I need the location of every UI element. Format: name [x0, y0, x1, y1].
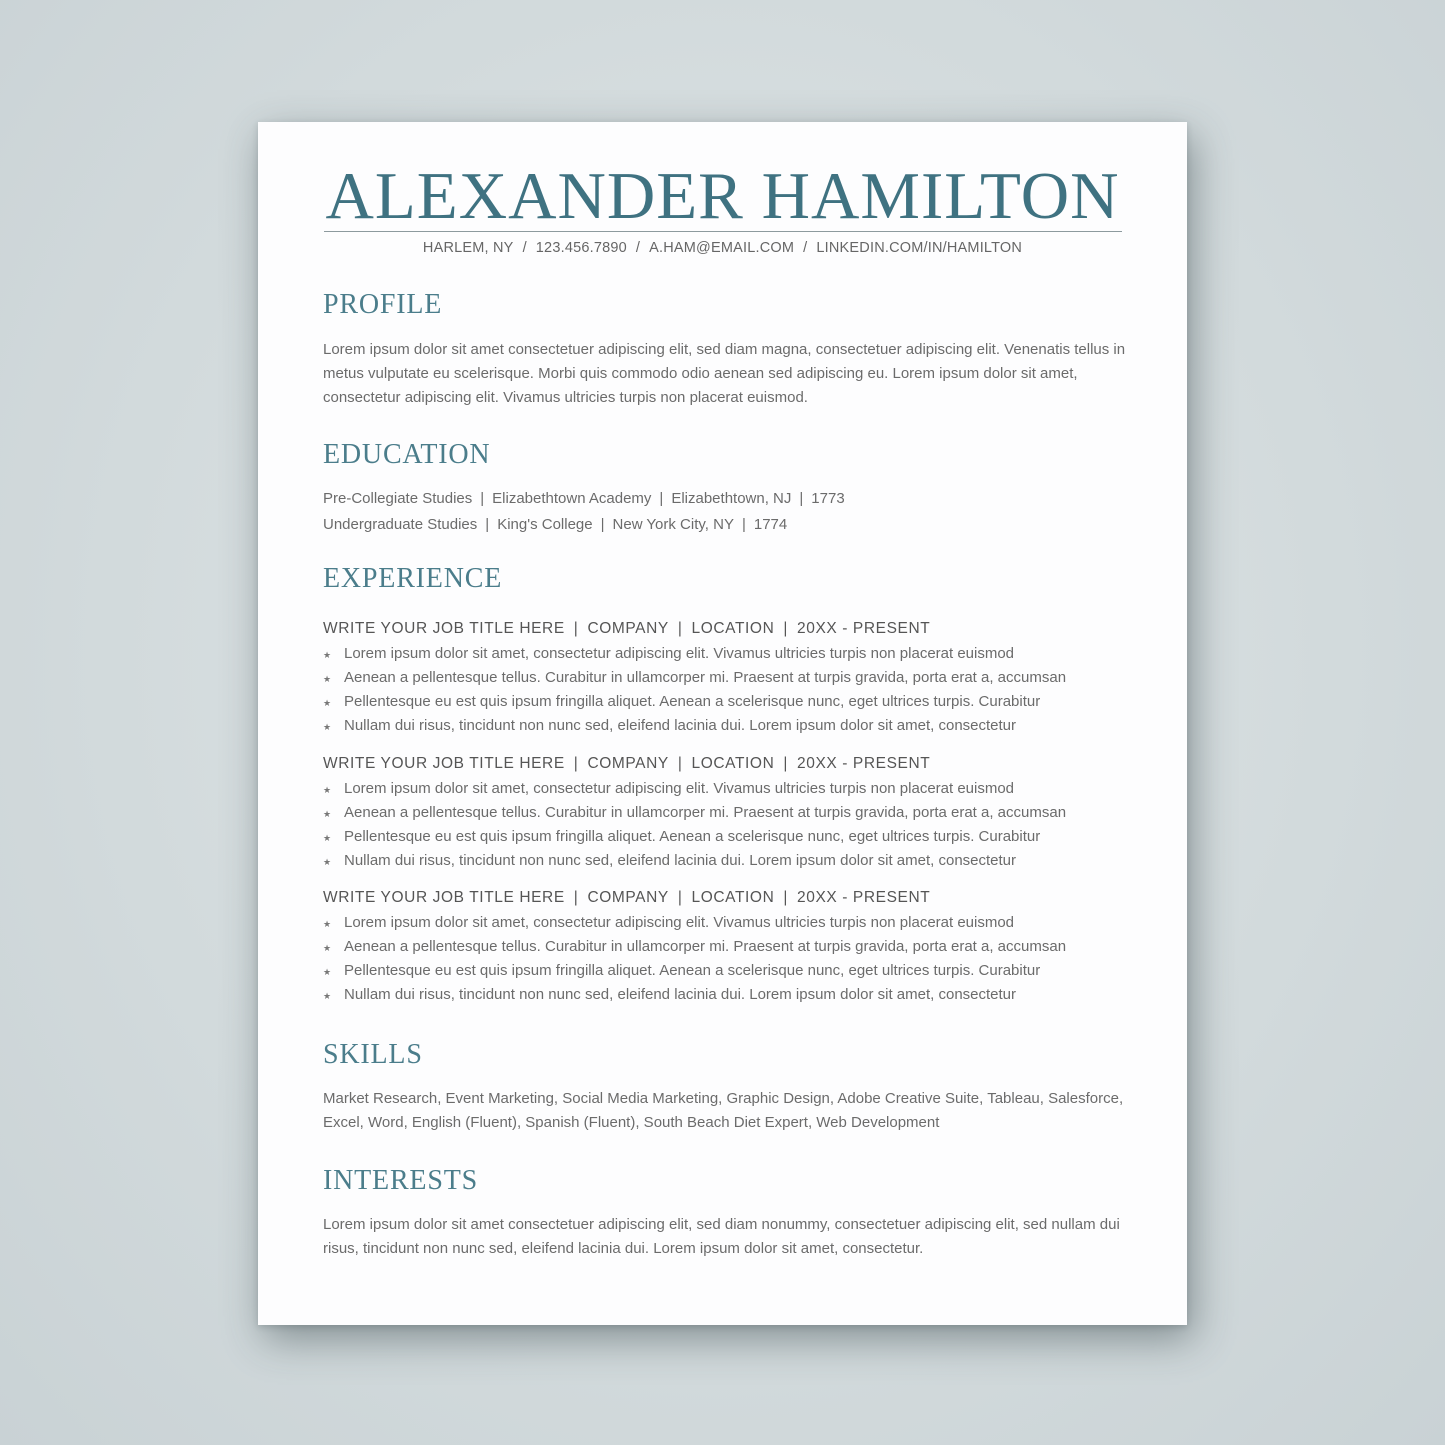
contact-separator: /	[803, 240, 808, 256]
star-bullet-icon: ★	[323, 991, 332, 1001]
job-bullet-text: Nullam dui risus, tincidunt non nunc sed, eleifend lacinia dui. Lorem ipsum dolor sit amet, consectetur	[344, 852, 1017, 869]
resume-name: ALEXANDER HAMILTON	[325, 159, 1120, 233]
pipe-separator: |	[573, 889, 579, 906]
resume-page	[258, 122, 1187, 1325]
pipe-separator: |	[799, 490, 804, 507]
education-entry	[323, 514, 787, 536]
job-bullet	[323, 690, 1143, 714]
job-bullet-list	[323, 777, 1143, 873]
pipe-separator: |	[783, 620, 789, 637]
contact-phone: 123.456.7890	[535, 240, 627, 256]
job-bullet	[323, 714, 1143, 738]
job-bullet-text: Aenean a pellentesque tellus. Curabitur in ullamcorper mi. Praesent at turpis gravida, porta erat a, accumsan	[344, 938, 1067, 955]
job-bullet-text: Lorem ipsum dolor sit amet, consectetur adipiscing elit. Vivamus ultricies turpis non placerat euismod	[344, 780, 1015, 797]
pipe-separator: |	[783, 889, 789, 906]
pipe-separator: |	[485, 516, 490, 533]
job-company: COMPANY	[587, 889, 669, 906]
experience-entry	[323, 887, 1143, 1007]
education-year: 1773	[811, 490, 845, 507]
job-header	[323, 753, 1143, 777]
job-bullet	[323, 777, 1143, 801]
job-bullet-text: Pellentesque eu est quis ipsum fringilla aliquet. Aenean a scelerisque nunc, eget ultrices turpis. Curabitur	[344, 693, 1041, 710]
education-program: Pre-Collegiate Studies	[323, 490, 473, 507]
job-title: WRITE YOUR JOB TITLE HERE	[323, 620, 565, 637]
job-bullet-list	[323, 642, 1143, 738]
section-title-education: EDUCATION	[323, 439, 491, 470]
job-title: WRITE YOUR JOB TITLE HERE	[323, 889, 565, 906]
job-bullet-text: Nullam dui risus, tincidunt non nunc sed, eleifend lacinia dui. Lorem ipsum dolor sit amet, consectetur	[344, 717, 1017, 734]
section-title-profile: PROFILE	[323, 289, 443, 320]
job-bullet-list	[323, 911, 1143, 1007]
contact-email: A.HAM@EMAIL.COM	[649, 240, 795, 256]
contact-separator: /	[522, 240, 527, 256]
pipe-separator: |	[741, 516, 746, 533]
pipe-separator: |	[573, 755, 579, 772]
education-place: Elizabethtown, NJ	[671, 490, 792, 507]
job-bullet-text: Aenean a pellentesque tellus. Curabitur in ullamcorper mi. Praesent at turpis gravida, porta erat a, accumsan	[344, 804, 1067, 821]
job-bullet-text: Lorem ipsum dolor sit amet, consectetur adipiscing elit. Vivamus ultricies turpis non placerat euismod	[344, 914, 1015, 931]
job-bullet	[323, 825, 1143, 849]
star-bullet-icon: ★	[323, 833, 332, 843]
pipe-separator: |	[480, 490, 485, 507]
job-dates: 20XX - PRESENT	[797, 889, 931, 906]
contact-line	[258, 240, 1187, 256]
section-title-skills: SKILLS	[323, 1039, 423, 1070]
job-bullet	[323, 666, 1143, 690]
job-bullet	[323, 801, 1143, 825]
education-program: Undergraduate Studies	[323, 516, 478, 533]
star-bullet-icon: ★	[323, 698, 332, 708]
skills-text: Market Research, Event Marketing, Social Media Marketing, Graphic Design, Adobe Creative Suite, Tableau, Salesforce, Excel, Word, English (Fluent), Spanish (Fluent), South Beach Diet Expert, Web Development	[323, 1090, 1124, 1131]
job-header	[323, 618, 1143, 642]
pipe-separator: |	[677, 755, 683, 772]
pipe-separator: |	[600, 516, 605, 533]
star-bullet-icon: ★	[323, 650, 332, 660]
education-entry	[323, 488, 845, 510]
star-bullet-icon: ★	[323, 722, 332, 732]
star-bullet-icon: ★	[323, 674, 332, 684]
contact-separator: /	[635, 240, 641, 256]
experience-entry	[323, 618, 1143, 738]
education-year: 1774	[753, 516, 788, 533]
job-company: COMPANY	[587, 620, 669, 637]
job-bullet-text: Nullam dui risus, tincidunt non nunc sed, eleifend lacinia dui. Lorem ipsum dolor sit amet, consectetur	[344, 986, 1017, 1003]
pipe-separator: |	[573, 620, 579, 637]
star-bullet-icon: ★	[323, 785, 332, 795]
star-bullet-icon: ★	[323, 857, 332, 867]
job-title: WRITE YOUR JOB TITLE HERE	[323, 755, 565, 772]
job-location: LOCATION	[691, 755, 775, 772]
job-bullet-text: Aenean a pellentesque tellus. Curabitur in ullamcorper mi. Praesent at turpis gravida, porta erat a, accumsan	[344, 669, 1067, 686]
pipe-separator: |	[783, 755, 789, 772]
education-school: King's College	[497, 516, 593, 533]
pipe-separator: |	[677, 620, 683, 637]
job-header	[323, 887, 1143, 911]
contact-linkedin: LINKEDIN.COM/IN/HAMILTON	[816, 240, 1023, 256]
job-dates: 20XX - PRESENT	[797, 620, 931, 637]
education-school: Elizabethtown Academy	[492, 490, 652, 507]
job-bullet-text: Lorem ipsum dolor sit amet, consectetur adipiscing elit. Vivamus ultricies turpis non placerat euismod	[344, 645, 1015, 662]
job-dates: 20XX - PRESENT	[797, 755, 931, 772]
job-company: COMPANY	[587, 755, 669, 772]
job-bullet	[323, 849, 1143, 873]
job-bullet	[323, 911, 1143, 935]
pipe-separator: |	[677, 889, 683, 906]
job-bullet	[323, 959, 1143, 983]
job-bullet	[323, 983, 1143, 1007]
star-bullet-icon: ★	[323, 943, 332, 953]
job-location: LOCATION	[691, 620, 775, 637]
star-bullet-icon: ★	[323, 919, 332, 929]
profile-text: Lorem ipsum dolor sit amet consectetuer adipiscing elit, sed diam magna, consectetuer adipiscing elit. Venenatis tellus in metus vulputate eu scelerisque. Morbi quis commodo odio aenean sed adipiscing eu. Lorem ipsum dolor sit amet, consectetur adipiscing elit. Vivamus ultricies turpis non placerat euismod.	[323, 341, 1126, 406]
education-place: New York City, NY	[612, 516, 734, 533]
job-location: LOCATION	[691, 889, 775, 906]
section-title-interests: INTERESTS	[323, 1165, 478, 1196]
pipe-separator: |	[659, 490, 664, 507]
job-bullet-text: Pellentesque eu est quis ipsum fringilla aliquet. Aenean a scelerisque nunc, eget ultrices turpis. Curabitur	[344, 828, 1041, 845]
star-bullet-icon: ★	[323, 967, 332, 977]
job-bullet	[323, 935, 1143, 959]
star-bullet-icon: ★	[323, 809, 332, 819]
contact-location: HARLEM, NY	[422, 240, 514, 256]
name-divider	[324, 231, 1122, 232]
experience-entry	[323, 753, 1143, 873]
interests-text: Lorem ipsum dolor sit amet consectetuer adipiscing elit, sed diam nonummy, consectetuer adipiscing elit, sed nullam dui risus, tincidunt non nunc sed, eleifend lacinia dui. Lorem ipsum dolor sit amet, consectetur.	[323, 1216, 1120, 1257]
job-bullet	[323, 642, 1143, 666]
job-bullet-text: Pellentesque eu est quis ipsum fringilla aliquet. Aenean a scelerisque nunc, eget ultrices turpis. Curabitur	[344, 962, 1041, 979]
section-title-experience: EXPERIENCE	[323, 563, 503, 594]
